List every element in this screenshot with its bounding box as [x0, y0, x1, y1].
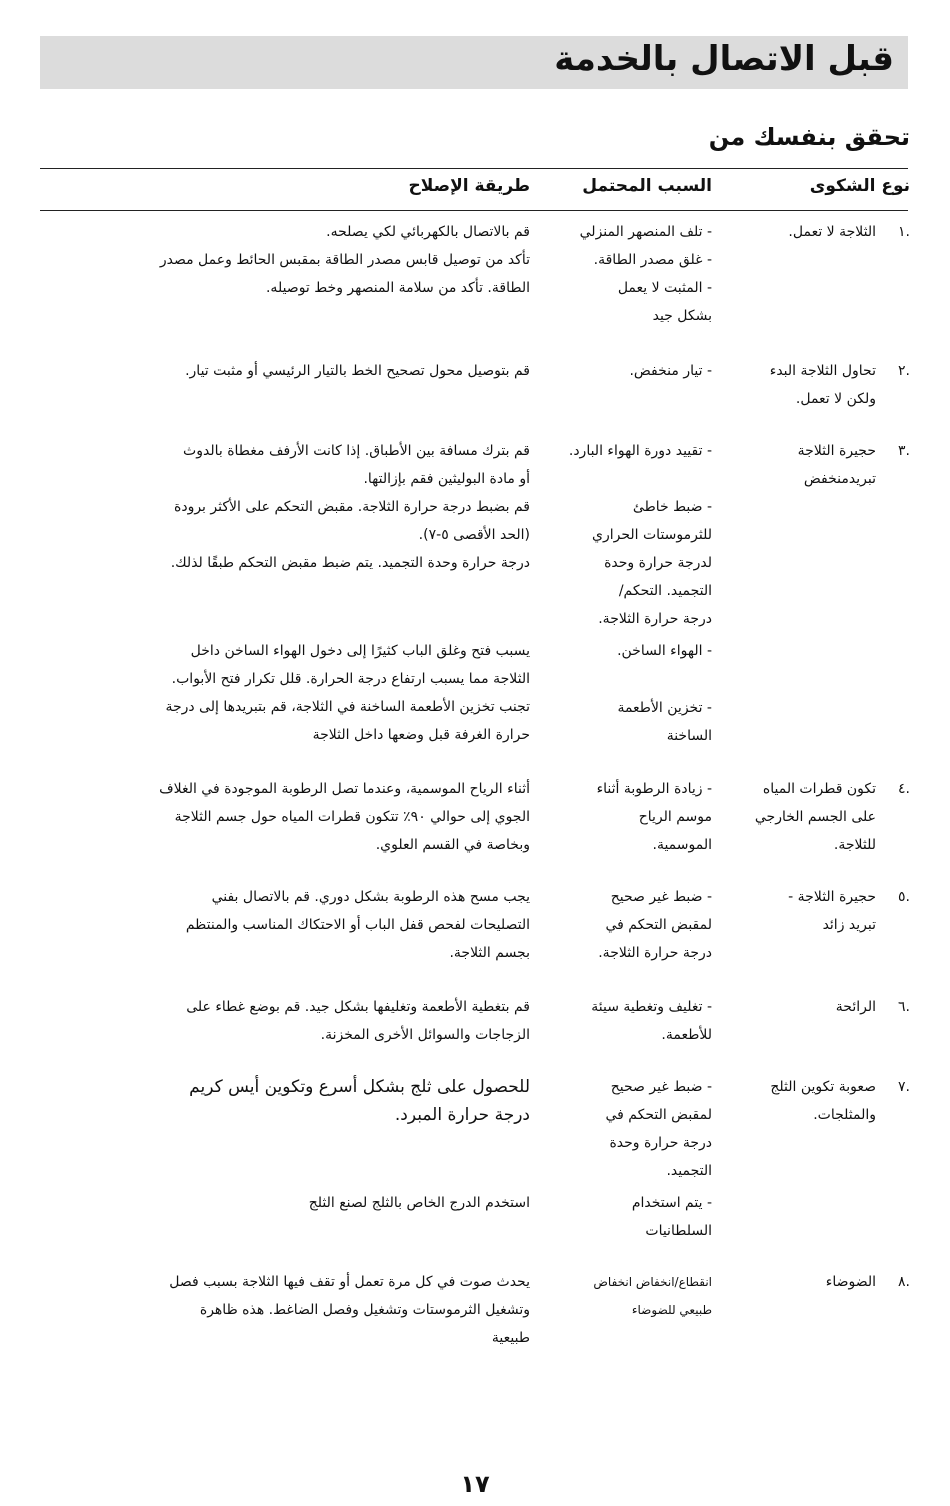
fix-line: يحدث صوت في كل مرة تعمل أو تقف فيها الثلاجة بسبب فصل — [169, 1274, 530, 1290]
cause-cell — [537, 1073, 712, 1185]
cause-line: طبيعي للضوضاء — [631, 1303, 712, 1317]
fix-line: استخدم الدرج الخاص بالثلج لصنع الثلج — [308, 1195, 530, 1211]
problem-cell — [726, 775, 876, 859]
problem-line: الثلاجة لا تعمل. — [788, 224, 876, 240]
cause-cell — [537, 1268, 712, 1324]
row-number: .٤ — [898, 781, 910, 797]
fix-line: وتشغيل الثرموستات وتشغيل وفصل الضاغط. هذه ظاهرة — [199, 1302, 530, 1318]
problem-line: على الجسم الخارجي — [754, 809, 876, 825]
section-title: تحقق بنفسك من — [708, 123, 910, 151]
fix-cell — [60, 993, 530, 1049]
fix-line: درجة حرارة المبرد. — [394, 1105, 530, 1125]
problem-line: حجيرة الثلاجة — [797, 443, 876, 459]
cause-line: التجميد. — [666, 1163, 712, 1179]
cause-line: موسم الرياح — [638, 809, 712, 825]
fix-line: تأكد من توصيل قابس مصدر الطاقة بمقبس الحائط وعمل مصدر — [159, 252, 530, 268]
row-number: .٥ — [898, 889, 910, 905]
cause-line: درجة حرارة الثلاجة. — [598, 611, 712, 627]
row-number: .٧ — [898, 1079, 910, 1095]
problem-cell — [726, 993, 876, 1021]
fix-cell — [60, 1073, 530, 1129]
problem-cell — [726, 218, 876, 246]
fix-line: الطاقة. تأكد من سلامة المنصهر وخط توصيله. — [265, 280, 530, 296]
cause-line: - زيادة الرطوبة أثناء — [596, 781, 712, 797]
col-header-cause: السبب المحتمل — [582, 176, 712, 196]
page-title: قبل الاتصال بالخدمة — [554, 39, 894, 79]
fix-cell — [60, 218, 530, 302]
fix-line: أو مادة البوليثين فقم بإزالتها. — [363, 471, 530, 487]
row-number: .٢ — [898, 363, 910, 379]
cause-cell — [537, 1189, 712, 1245]
row-number: .٦ — [898, 999, 910, 1015]
cause-line: - غلق مصدر الطاقة. — [593, 252, 712, 268]
cause-line: - ضبط غير صحيح — [610, 1079, 712, 1095]
problem-line: ولكن لا تعمل. — [795, 391, 876, 407]
problem-line: تبريد زائد — [822, 917, 876, 933]
fix-cell — [60, 1189, 530, 1217]
cause-line: للأطعمة. — [661, 1027, 712, 1043]
problem-cell — [726, 437, 876, 493]
fix-cell — [60, 357, 530, 385]
fix-cell — [60, 775, 530, 859]
problem-line: والمثلجات. — [813, 1107, 876, 1123]
cause-line: - المثبت لا يعمل — [617, 280, 712, 296]
problem-line: حجيرة الثلاجة - — [788, 889, 876, 905]
problem-line: صعوبة تكوين الثلج — [770, 1079, 876, 1095]
fix-line: (الحد الأقصى ٥-٧). — [418, 527, 530, 543]
problem-cell — [726, 883, 876, 939]
fix-line: التصليحات لفحص قفل الباب أو الاحتكاك المناسب والمنتظم — [185, 917, 530, 933]
fix-cell — [60, 883, 530, 967]
fix-line: وبخاصة في القسم العلوي. — [375, 837, 530, 853]
cause-line: التجميد. التحكم/ — [618, 583, 712, 599]
fix-line: قم بتغطية الأطعمة وتغليفها بشكل جيد. قم بوضع غطاء على — [186, 999, 530, 1015]
fix-line: الثلاجة مما يسبب ارتفاع درجة الحرارة. قلل تكرار فتح الأبواب. — [171, 671, 530, 687]
fix-cell — [60, 637, 530, 749]
table-top-rule — [40, 168, 908, 169]
cause-line: - تيار منخفض. — [629, 363, 712, 379]
problem-cell — [726, 1268, 876, 1296]
col-header-fix: طريقة الإصلاح — [408, 176, 530, 196]
fix-cell — [60, 437, 530, 577]
fix-line: قم بتوصيل محول تصحيح الخط بالتيار الرئيسي أو مثبت تيار. — [185, 363, 530, 379]
problem-line: تكون قطرات المياه — [762, 781, 876, 797]
cause-cell — [537, 883, 712, 967]
cause-line: - يتم استخدام — [631, 1195, 712, 1211]
problem-line: تبريدمنخفض — [803, 471, 876, 487]
cause-line: بشكل جيد — [652, 308, 712, 324]
cause-line: - تخزين الأطعمة — [617, 700, 712, 716]
cause-line: السلطانيات — [645, 1223, 712, 1239]
problem-line: تحاول الثلاجة البدء — [769, 363, 876, 379]
cause-line: انقطاع/انخفاض انخفاض — [593, 1275, 712, 1289]
cause-line: الموسمية. — [652, 837, 712, 853]
cause-line: - الهواء الساخن. — [617, 643, 712, 659]
fix-cell — [60, 1268, 530, 1352]
row-number: .٨ — [898, 1274, 910, 1290]
fix-line: حرارة الغرفة قبل وضعها داخل الثلاجة — [312, 727, 530, 743]
cause-cell — [537, 993, 712, 1049]
cause-line: درجة حرارة وحدة — [609, 1135, 712, 1151]
problem-line: الرائحة — [835, 999, 876, 1015]
fix-line: بجسم الثلاجة. — [449, 945, 530, 961]
fix-line: للحصول على ثلج بشكل أسرع وتكوين أيس كريم — [189, 1077, 530, 1097]
fix-line: يجب مسح هذه الرطوبة بشكل دوري. قم بالاتصال بفني — [211, 889, 530, 905]
cause-cell — [537, 637, 712, 665]
cause-line: لمقبض التحكم في — [605, 1107, 712, 1123]
cause-cell — [537, 493, 712, 633]
cause-cell — [537, 357, 712, 385]
cause-cell — [537, 218, 712, 330]
cause-line: الساخنة — [666, 728, 712, 744]
cause-cell — [537, 775, 712, 859]
cause-line: درجة حرارة الثلاجة. — [598, 945, 712, 961]
problem-cell — [726, 1073, 876, 1129]
cause-line: - تغليف وتغطية سيئة — [591, 999, 712, 1015]
cause-line: - ضبط غير صحيح — [610, 889, 712, 905]
fix-line: قم بضبط درجة حرارة الثلاجة. مقبض التحكم على الأكثر برودة — [174, 499, 530, 515]
fix-line: يسبب فتح وغلق الباب كثيرًا إلى دخول الهواء الساخن داخل — [190, 643, 530, 659]
cause-line: لدرجة حرارة وحدة — [604, 555, 712, 571]
page-number: ١٧ — [460, 1470, 490, 1498]
fix-line: قم بالاتصال بالكهربائي لكي يصلحه. — [326, 224, 530, 240]
fix-line: طبيعية — [491, 1330, 530, 1346]
row-number: .١ — [898, 224, 910, 240]
fix-line: درجة حرارة وحدة التجميد. يتم ضبط مقبض التحكم طبقًا لذلك. — [170, 555, 530, 571]
fix-line: أثناء الرياح الموسمية، وعندما تصل الرطوبة الموجودة في الغلاف — [159, 781, 530, 797]
cause-line: - تقييد دورة الهواء البارد. — [568, 443, 712, 459]
cause-line: لمقبض التحكم في — [605, 917, 712, 933]
problem-line: الضوضاء — [825, 1274, 876, 1290]
fix-line: تجنب تخزين الأطعمة الساخنة في الثلاجة، قم بتبريدها إلى درجة — [165, 699, 530, 715]
col-header-problem: نوع الشكوى — [809, 176, 910, 196]
cause-line: - ضبط خاطئ — [632, 499, 712, 515]
cause-line: للثرموستات الحراري — [592, 527, 712, 543]
cause-cell — [537, 437, 712, 465]
title-banner — [40, 36, 908, 89]
row-number: .٣ — [898, 443, 910, 459]
fix-line: قم بترك مسافة بين الأطباق. إذا كانت الأرفف مغطاة بالدوث — [183, 443, 530, 459]
problem-cell — [726, 357, 876, 413]
cause-cell — [537, 694, 712, 750]
fix-line: الزجاجات والسوائل الأخرى المخزنة. — [320, 1027, 530, 1043]
problem-line: للثلاجة. — [833, 837, 876, 853]
cause-line: - تلف المنصهر المنزلي — [579, 224, 712, 240]
fix-line: الجوي إلى حوالي ٩٠٪ تتكون قطرات المياه حول جسم الثلاجة — [174, 809, 530, 825]
table-header-rule — [40, 210, 908, 211]
